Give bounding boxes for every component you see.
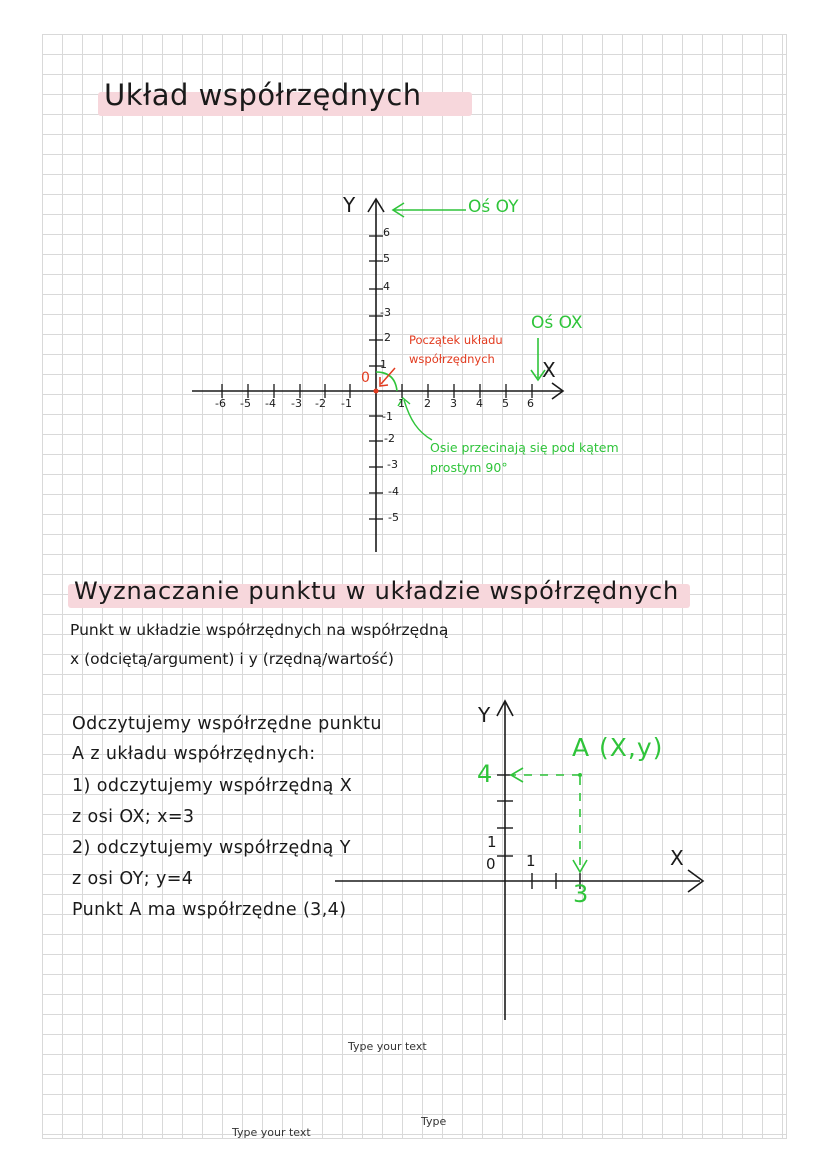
step-line: 2) odczytujemy współrzędną Y xyxy=(72,838,351,858)
y-value-label: 4 xyxy=(477,760,493,788)
y-tick-label: -1 xyxy=(382,410,393,423)
intro-line: Punkt w układzie współrzędnych na współrzędną xyxy=(70,621,449,639)
oy-note: Oś OY xyxy=(468,197,519,217)
y-axis-label: Y xyxy=(343,193,356,217)
x-tick-label: -4 xyxy=(265,397,276,410)
text-placeholder[interactable]: Type your text xyxy=(232,1126,311,1139)
step-line: z osi OX; x=3 xyxy=(72,807,195,827)
y-tick-label: 4 xyxy=(383,280,390,293)
step-line: z osi OY; y=4 xyxy=(72,869,194,889)
origin-2-label: 0 xyxy=(486,855,496,873)
step-line: A z układu współrzędnych: xyxy=(72,744,316,764)
point-a xyxy=(578,773,582,777)
y-axis-2-label: Y xyxy=(478,703,491,727)
x-tick-label: 5 xyxy=(502,397,509,410)
right-angle-note: Osie przecinają się pod kątem prostym 90° xyxy=(430,440,619,475)
step-line: 1) odczytujemy współrzędną X xyxy=(72,776,353,796)
x-axis-label: X xyxy=(542,358,556,382)
y-tick-label: 5 xyxy=(383,252,390,265)
point-a-label: A (X,y) xyxy=(572,733,664,762)
x-tick-label: 1 xyxy=(398,397,405,410)
x-tick-label: -1 xyxy=(341,397,352,410)
x-tick-label: -2 xyxy=(315,397,326,410)
origin-note: Początek układu współrzędnych xyxy=(409,333,503,366)
step-line: Odczytujemy współrzędne punktu xyxy=(72,714,382,734)
x-tick-label: 3 xyxy=(450,397,457,410)
y-tick-label: 2 xyxy=(384,331,391,344)
text-placeholder[interactable]: Type your text xyxy=(348,1040,427,1053)
page-title: Układ współrzędnych xyxy=(104,78,422,112)
right-angle-arc xyxy=(376,372,397,391)
ox-note: Oś OX xyxy=(531,313,583,333)
x-tick-label: 6 xyxy=(527,397,534,410)
y-tick-label: -3 xyxy=(380,306,391,319)
text-placeholder[interactable]: Type xyxy=(421,1115,447,1128)
step-line: Punkt A ma współrzędne (3,4) xyxy=(72,900,347,920)
section-title: Wyznaczanie punktu w układzie współrzędnych xyxy=(74,577,679,605)
x-tick-label: 2 xyxy=(424,397,431,410)
x-axis-2-label: X xyxy=(670,846,684,870)
origin-label: 0 xyxy=(361,370,370,386)
x-tick-label: -3 xyxy=(291,397,302,410)
y-unit-label: 1 xyxy=(487,833,497,851)
x-value-label: 3 xyxy=(573,880,589,908)
x-tick-label: -6 xyxy=(215,397,226,410)
origin-point xyxy=(374,389,379,394)
y-tick-label: -2 xyxy=(384,432,395,445)
x-tick-label: 4 xyxy=(476,397,483,410)
x-unit-label: 1 xyxy=(526,852,536,870)
y-tick-label: -4 xyxy=(388,485,399,498)
intro-line: x (odciętą/argument) i y (rzędną/wartość) xyxy=(70,650,394,668)
x-tick-label: -5 xyxy=(240,397,251,410)
y-tick-label: -5 xyxy=(388,511,399,524)
y-tick-label: 1 xyxy=(380,358,387,371)
axis-2-ticks xyxy=(497,775,580,889)
y-tick-label: 6 xyxy=(383,226,390,239)
y-tick-label: -3 xyxy=(387,458,398,471)
